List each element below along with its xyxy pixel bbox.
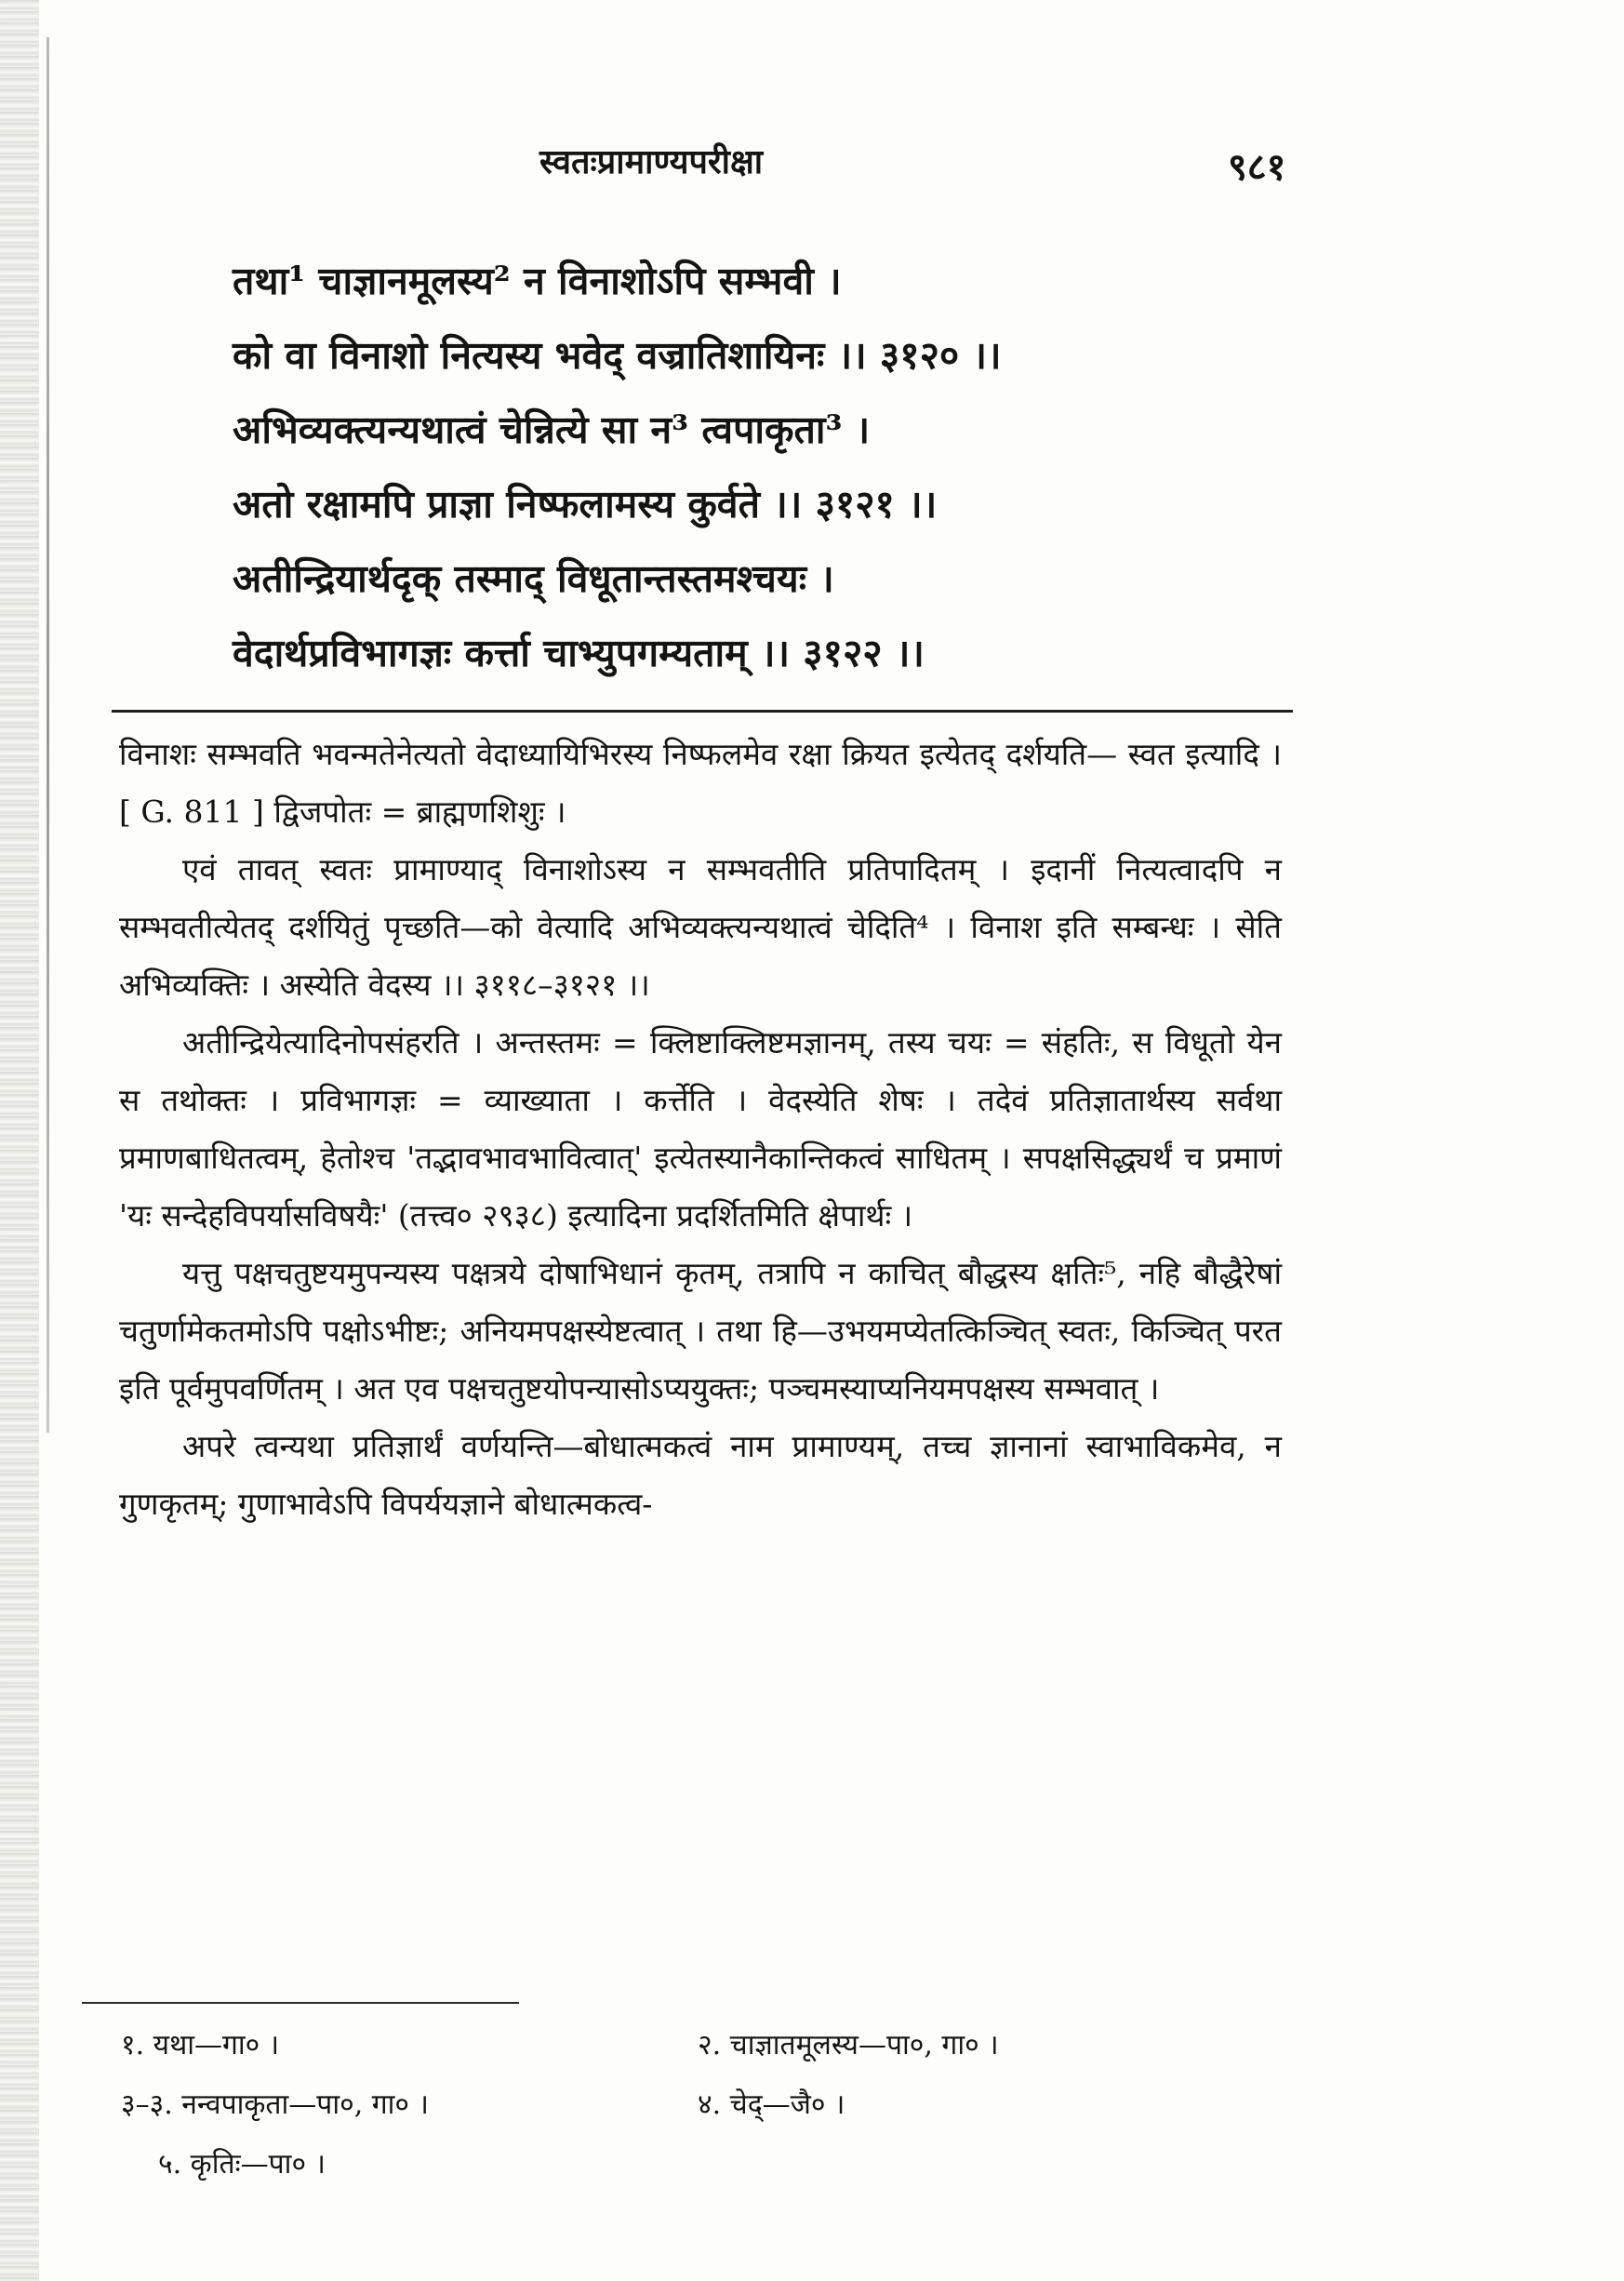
commentary-paragraph: अतीन्द्रियेत्यादिनोपसंहरति । अन्तस्तमः = क्लिष्टाक्लिष्टमज्ञानम्, तस्य चयः = संहतिः, स विधूतो येन स तथोक्तः । प्रविभागज्ञः = व्याख्याता । कर्त्तेति । वेदस्येति शेषः । तदेवं प्रतिज्ञातार्थस्य सर्वथा प्रमाणबाधितत्वम्, हेतोश्च 'तद्भावभावभावित्वात्' इत्येतस्यानैकान्तिकत्वं साधितम् । सपक्षसिद्ध्यर्थं च प्रमाणं 'यः सन्देहविपर्यासविषयैः' (तत्त्व० २९३८) इत्यादिना प्रदर्शितमिति क्षेपार्थः ।: [119, 1024, 1282, 1234]
footnote: ५. कृतिः—पा० ।: [158, 2148, 326, 2181]
running-head: स्वतःप्रामाण्यपरीक्षा: [539, 142, 764, 181]
footnote-row: [121, 2143, 1237, 2203]
footnote: १. यथा—गा० ।: [121, 2029, 280, 2061]
commentary-paragraph: एवं तावत् स्वतः प्रामाण्याद् विनाशोऽस्य न सम्भवतीति प्रतिपादितम् । इदानीं नित्यत्वादपि न सम्भवतीत्येतद् दर्शयितुं पृच्छति—को वेत्यादि अभिव्यक्त्यन्यथात्वं चेदिति⁴ । विनाश इति सम्बन्धः । सेति अभिव्यक्तिः । अस्येति वेदस्य ।। ३११८–३१२१ ।।: [119, 851, 1282, 1003]
page-header: [0, 138, 1624, 193]
footnote-divider: [82, 2002, 519, 2004]
page-number: ९८१: [1228, 145, 1286, 189]
footnote: ४. चेद्—जै० ।: [698, 2088, 845, 2121]
commentary-paragraph: अपरे त्वन्यथा प्रतिज्ञार्थं वर्णयन्ति—बोधात्मकत्वं नाम प्रामाण्यम्, तच्च ज्ञानानां स्वाभाविकमेव, न गुणकृतम्; गुणाभावेऽपि विपर्ययज्ञाने बोधात्मकत्व-: [119, 1428, 1282, 1522]
section-divider: [112, 710, 1293, 713]
footnote: ३–३. नन्वपाकृता—पा०, गा० ।: [121, 2088, 429, 2121]
verse-line: वेदार्थप्रविभागज्ञः कर्त्ता चाभ्युपगम्यताम् ।। ३१२२ ।।: [233, 631, 925, 675]
verse-line: अभिव्यक्त्यन्यथात्वं चेन्नित्ये सा न³ त्वपाकृता³ ।: [233, 407, 871, 452]
scan-margin-line: [47, 37, 49, 1433]
commentary-paragraph: विनाशः सम्भवति भवन्मतेनेत्यतो वेदाध्यायिभिरस्य निष्फलमेव रक्षा क्रियत इत्येतद् दर्शयति— स्वत इत्यादि । [ G. 811 ] द्विजपोतः = ब्राह्मणशिशुः ।: [119, 736, 1282, 830]
commentary-paragraph: यत्तु पक्षचतुष्टयमुपन्यस्य पक्षत्रये दोषाभिधानं कृतम्, तत्रापि न काचित् बौद्धस्य क्षतिः⁵, नहि बौद्धैरेषां चतुर्णामेकतमोऽपि पक्षोऽभीष्टः; अनियमपक्षस्येष्टत्वात् । तथा हि—उभयमप्येतत्किञ्चित् स्वतः, किञ्चित् परत इति पूर्वमुपवर्णितम् । अत एव पक्षचतुष्टयोपन्यासोऽप्ययुक्तः; पञ्चमस्याप्यनियमपक्षस्य सम्भवात् ।: [119, 1255, 1282, 1407]
footnote-row: [121, 2024, 1237, 2084]
verse-line: अतो रक्षामपि प्राज्ञा निष्फलामस्य कुर्वते ।। ३१२१ ।।: [233, 482, 938, 527]
verse-block: [233, 244, 1302, 690]
verse-line: अतीन्द्रियार्थदृक् तस्माद् विधूतान्तस्तमश्चयः ।: [233, 556, 834, 601]
footnote: २. चाज्ञातमूलस्य—पा०, गा० ।: [698, 2029, 999, 2061]
footnotes: [121, 2024, 1237, 2203]
verse-line: तथा¹ चाज्ञानमूलस्य² न विनाशोऽपि सम्भवी ।: [233, 259, 842, 303]
page-binding-shadow: [0, 0, 39, 2281]
commentary-block: [119, 726, 1282, 1533]
footnote-row: [121, 2084, 1237, 2143]
verse-line: को वा विनाशो नित्यस्य भवेद् वज्रातिशायिनः ।। ३१२० ।।: [233, 333, 1002, 378]
